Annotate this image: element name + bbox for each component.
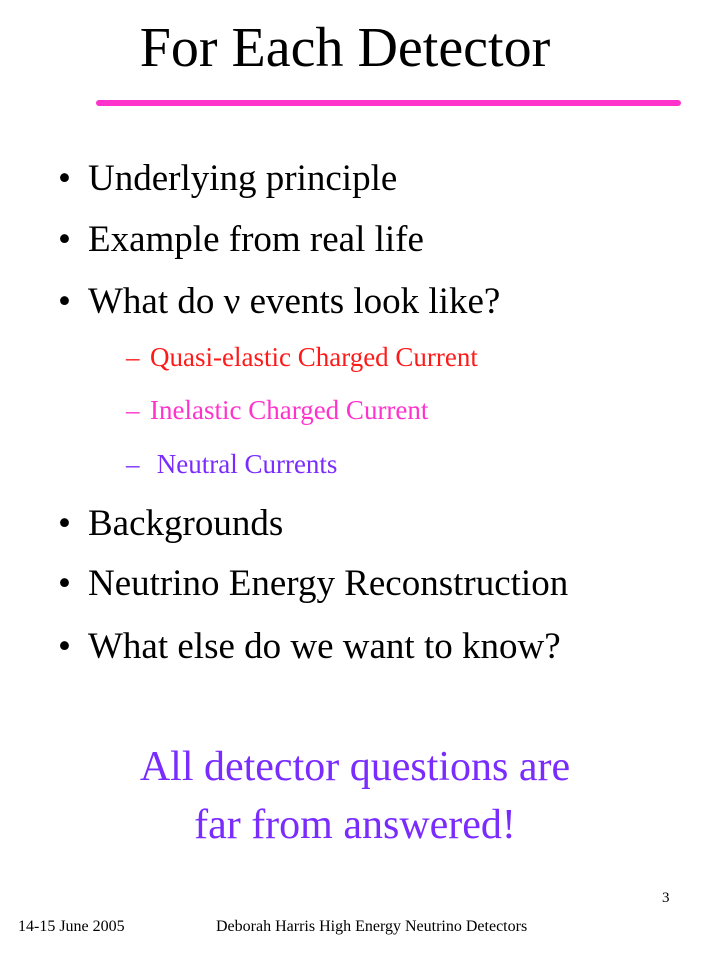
bullet-underlying-principle	[58, 157, 397, 201]
page-number: 3	[662, 890, 670, 906]
title-underline	[96, 100, 681, 106]
subbullet-inelastic	[126, 393, 428, 427]
bullet-text: Underlying principle	[88, 158, 398, 199]
footer-author-title: Deborah Harris High Energy Neutrino Detectors	[216, 918, 528, 935]
bullet-dot: •	[58, 281, 71, 322]
subbullet-text: Neutral Currents	[150, 449, 338, 479]
bullet-dot: •	[58, 563, 71, 604]
bullet-dot: •	[58, 626, 71, 667]
bullet-text: Backgrounds	[88, 503, 284, 544]
bullet-dot: •	[58, 158, 71, 199]
conclusion	[0, 738, 710, 854]
sub-dash: –	[126, 342, 140, 372]
conclusion-line-2: far from answered!	[194, 802, 516, 848]
bullet-text: What do ν events look like?	[88, 281, 501, 322]
sub-dash: –	[126, 449, 140, 479]
bullet-what-else	[58, 625, 561, 669]
subbullet-quasi-elastic	[126, 340, 478, 374]
sub-dash: –	[126, 395, 140, 425]
bullet-text: Neutrino Energy Reconstruction	[88, 563, 569, 604]
bullet-events	[58, 280, 500, 324]
subbullet-text: Inelastic Charged Current	[150, 395, 429, 425]
bullet-example	[58, 218, 424, 262]
conclusion-line-1: All detector questions are	[139, 744, 571, 790]
slide-title: For Each Detector	[139, 17, 551, 79]
footer-date: 14-15 June 2005	[18, 918, 125, 935]
bullet-text: Example from real life	[88, 219, 424, 260]
bullet-text: What else do we want to know?	[88, 626, 561, 667]
bullet-dot: •	[58, 219, 71, 260]
bullet-energy-reconstruction	[58, 562, 568, 606]
bullet-dot: •	[58, 503, 71, 544]
subbullet-neutral	[126, 447, 337, 481]
bullet-backgrounds	[58, 502, 283, 546]
subbullet-text: Quasi-elastic Charged Current	[150, 342, 478, 372]
